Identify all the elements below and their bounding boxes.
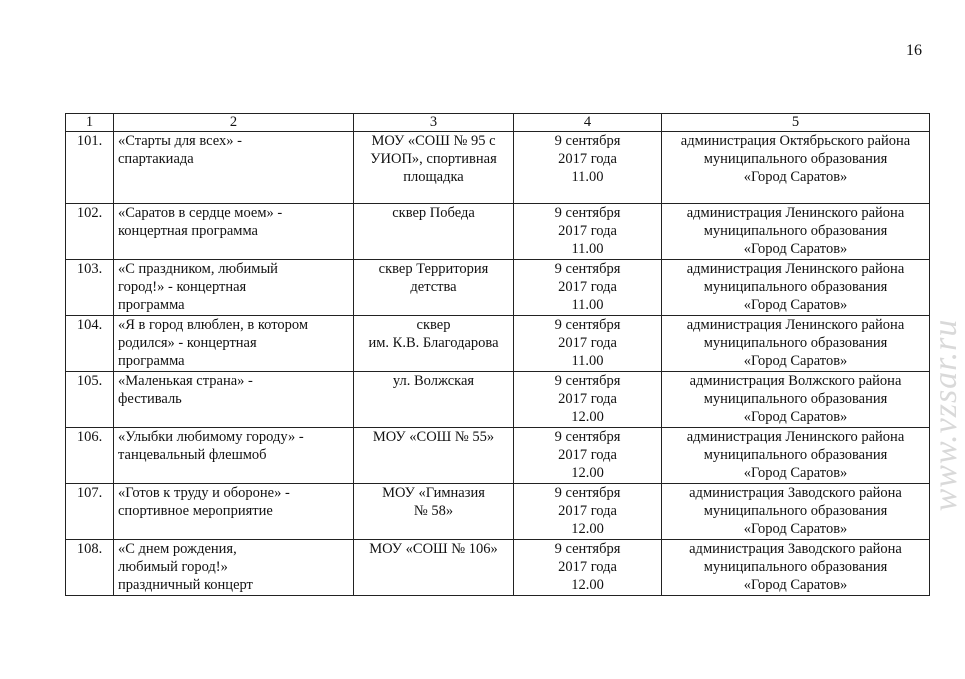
event-organizer-line: «Город Саратов»: [743, 169, 848, 185]
event-place: [354, 372, 514, 428]
event-name-line: «С днем рождения,: [118, 541, 237, 557]
event-name: [114, 484, 354, 540]
event-name-line: танцевальный флешмоб: [118, 447, 267, 463]
event-name: [114, 132, 354, 204]
table-row: [66, 372, 930, 428]
event-name-line: программа: [118, 297, 185, 313]
table-body: [66, 132, 930, 596]
column-header-3: 3: [354, 114, 514, 132]
event-date-line: 9 сентября: [554, 485, 621, 501]
event-organizer-line: «Город Саратов»: [743, 241, 848, 257]
events-table: [65, 113, 930, 596]
event-date-line: 9 сентября: [554, 429, 621, 445]
event-place-line: сквер Территория: [378, 261, 489, 277]
event-organizer-line: администрация Октябрьского района: [680, 133, 911, 149]
event-name-line: спортивное мероприятие: [118, 503, 273, 519]
event-date-line: 12.00: [571, 521, 604, 537]
event-name: [114, 428, 354, 484]
event-date-line: 9 сентября: [554, 317, 621, 333]
event-organizer-line: муниципального образования: [703, 223, 888, 239]
column-header-4: 4: [514, 114, 662, 132]
event-place-line: МОУ «Гимназия: [382, 485, 485, 501]
event-name-line: «Старты для всех» -: [118, 133, 242, 149]
event-date: [514, 428, 662, 484]
event-place: [354, 316, 514, 372]
event-date-line: 9 сентября: [554, 133, 621, 149]
event-name: [114, 540, 354, 596]
event-place-line: сквер: [416, 317, 451, 333]
row-number: 102.: [66, 204, 114, 260]
event-name-line: «С праздником, любимый: [118, 261, 278, 277]
event-name-line: «Саратов в сердце моем» -: [118, 205, 283, 221]
event-date: [514, 540, 662, 596]
event-date-line: 9 сентября: [554, 373, 621, 389]
event-organizer: [662, 260, 930, 316]
event-date-line: 12.00: [571, 409, 604, 425]
event-date-line: 2017 года: [558, 503, 617, 519]
event-date: [514, 132, 662, 204]
row-number: 101.: [66, 132, 114, 204]
event-organizer: [662, 132, 930, 204]
event-date-line: 2017 года: [558, 559, 617, 575]
event-date-line: 12.00: [571, 577, 604, 593]
event-organizer-line: муниципального образования: [703, 335, 888, 351]
event-name-line: «Я в город влюблен, в котором: [118, 317, 308, 333]
event-place-line: сквер Победа: [392, 205, 475, 221]
row-number: 107.: [66, 484, 114, 540]
event-name-line: спартакиада: [118, 151, 194, 167]
row-number: 108.: [66, 540, 114, 596]
event-date: [514, 372, 662, 428]
event-place: [354, 260, 514, 316]
table-row: [66, 484, 930, 540]
event-organizer: [662, 316, 930, 372]
event-organizer-line: «Город Саратов»: [743, 297, 848, 313]
event-organizer-line: «Город Саратов»: [743, 577, 848, 593]
table-row: [66, 316, 930, 372]
event-place-line: № 58»: [413, 503, 454, 519]
event-place-line: МОУ «СОШ № 106»: [369, 541, 498, 557]
row-number: 105.: [66, 372, 114, 428]
event-date-line: 2017 года: [558, 151, 617, 167]
event-organizer-line: «Город Саратов»: [743, 409, 848, 425]
table-header-row: [66, 114, 930, 132]
event-date: [514, 316, 662, 372]
column-header-1: 1: [66, 114, 114, 132]
event-name-line: программа: [118, 353, 185, 369]
event-date-line: 11.00: [571, 241, 604, 257]
event-name-line: праздничный концерт: [118, 577, 253, 593]
event-place: [354, 540, 514, 596]
event-organizer-line: администрация Ленинского района: [686, 429, 905, 445]
event-place: [354, 428, 514, 484]
event-place-line: ул. Волжская: [392, 373, 475, 389]
event-date: [514, 260, 662, 316]
event-name-line: фестиваль: [118, 391, 182, 407]
column-header-2: 2: [114, 114, 354, 132]
event-date-line: 9 сентября: [554, 261, 621, 277]
table-row: [66, 540, 930, 596]
event-date-line: 2017 года: [558, 279, 617, 295]
event-organizer: [662, 428, 930, 484]
event-date-line: 11.00: [571, 353, 604, 369]
event-date: [514, 204, 662, 260]
event-name: [114, 372, 354, 428]
event-organizer-line: муниципального образования: [703, 279, 888, 295]
event-place: [354, 204, 514, 260]
table-row: [66, 260, 930, 316]
event-place-line: им. К.В. Благодарова: [368, 335, 499, 351]
event-organizer: [662, 204, 930, 260]
event-date-line: 11.00: [571, 169, 604, 185]
event-organizer-line: «Город Саратов»: [743, 521, 848, 537]
event-name: [114, 204, 354, 260]
row-number: 103.: [66, 260, 114, 316]
event-organizer-line: муниципального образования: [703, 503, 888, 519]
event-organizer-line: администрация Заводского района: [689, 541, 902, 557]
event-date-line: 9 сентября: [554, 541, 621, 557]
event-date-line: 11.00: [571, 297, 604, 313]
event-date: [514, 484, 662, 540]
event-place-line: МОУ «СОШ № 55»: [372, 429, 495, 445]
event-organizer: [662, 484, 930, 540]
event-name: [114, 316, 354, 372]
event-date-line: 9 сентября: [554, 205, 621, 221]
event-organizer-line: администрация Ленинского района: [686, 205, 905, 221]
event-organizer-line: муниципального образования: [703, 391, 888, 407]
event-organizer-line: муниципального образования: [703, 559, 888, 575]
event-organizer-line: администрация Волжского района: [689, 373, 902, 389]
table-row: [66, 204, 930, 260]
event-organizer: [662, 540, 930, 596]
event-name-line: родился» - концертная: [118, 335, 257, 351]
event-date-line: 2017 года: [558, 391, 617, 407]
event-place-line: площадка: [403, 169, 464, 185]
event-date-line: 2017 года: [558, 447, 617, 463]
event-organizer-line: муниципального образования: [703, 151, 888, 167]
event-name-line: любимый город!»: [118, 559, 228, 575]
event-place-line: МОУ «СОШ № 95 с: [371, 133, 496, 149]
event-organizer-line: муниципального образования: [703, 447, 888, 463]
event-name-line: город!» - концертная: [118, 279, 247, 295]
table-row: [66, 132, 930, 204]
watermark: www.vzsar.ru: [927, 318, 964, 512]
event-organizer: [662, 372, 930, 428]
event-place: [354, 484, 514, 540]
event-name-line: «Улыбки любимому городу» -: [118, 429, 304, 445]
event-organizer-line: администрация Заводского района: [689, 485, 902, 501]
event-name-line: концертная программа: [118, 223, 258, 239]
page-number: 16: [906, 42, 922, 59]
event-place-line: детства: [410, 279, 457, 295]
event-organizer-line: администрация Ленинского района: [686, 317, 905, 333]
row-number: 106.: [66, 428, 114, 484]
event-name-line: «Готов к труду и обороне» -: [118, 485, 290, 501]
event-date-line: 2017 года: [558, 223, 617, 239]
event-organizer-line: администрация Ленинского района: [686, 261, 905, 277]
event-place-line: УИОП», спортивная: [370, 151, 497, 167]
event-name-line: «Маленькая страна» -: [118, 373, 253, 389]
event-date-line: 12.00: [571, 465, 604, 481]
event-organizer-line: «Город Саратов»: [743, 353, 848, 369]
event-place: [354, 132, 514, 204]
table-row: [66, 428, 930, 484]
event-name: [114, 260, 354, 316]
column-header-5: 5: [662, 114, 930, 132]
event-organizer-line: «Город Саратов»: [743, 465, 848, 481]
row-number: 104.: [66, 316, 114, 372]
event-date-line: 2017 года: [558, 335, 617, 351]
